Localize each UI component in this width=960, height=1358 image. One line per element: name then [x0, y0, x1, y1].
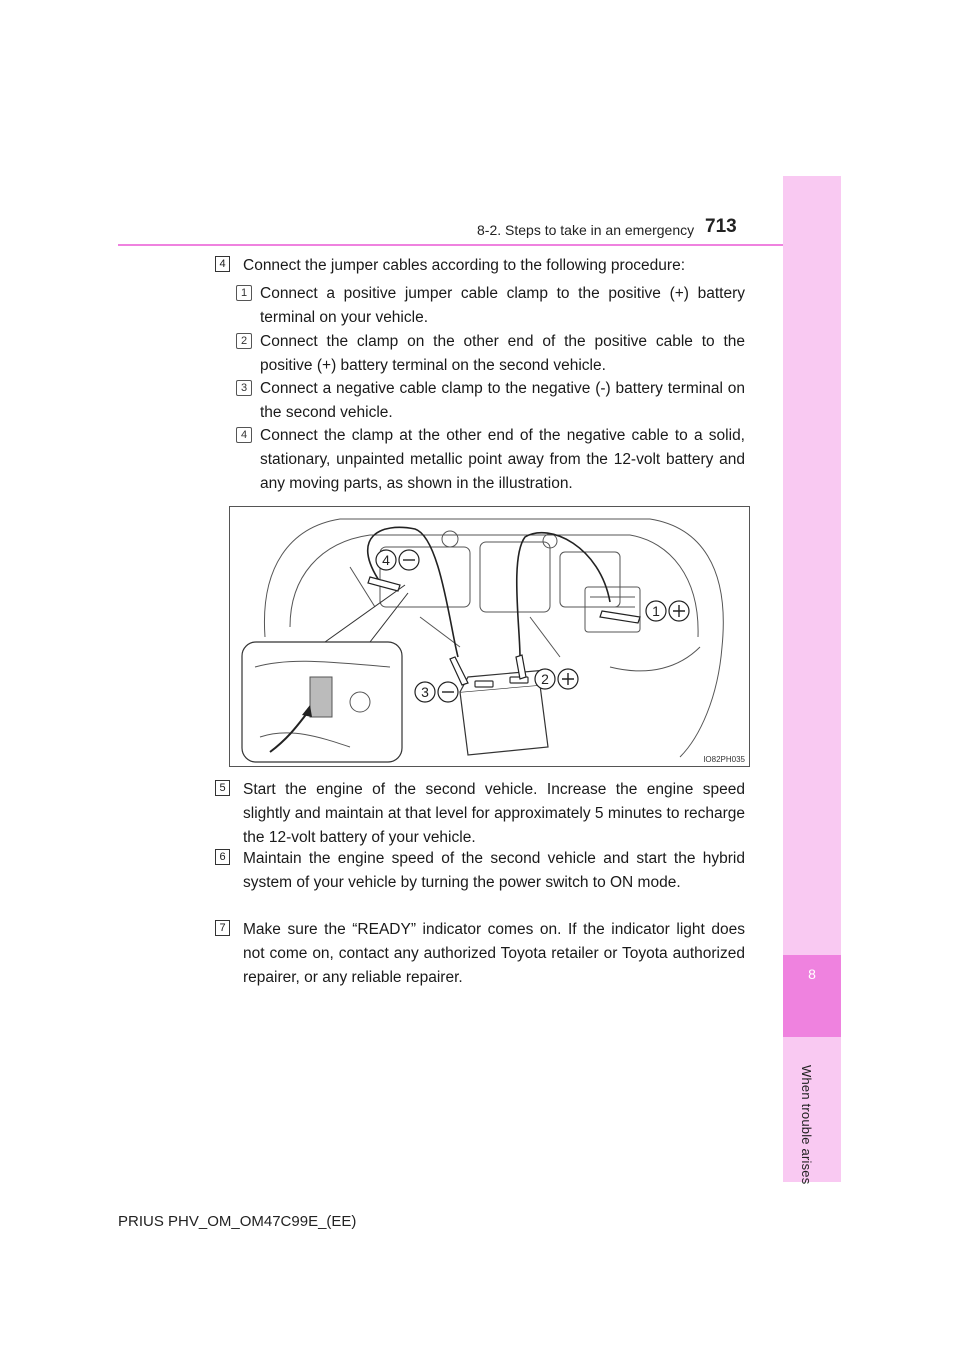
step-number-badge: 6 — [215, 849, 230, 865]
substep-text: Connect a negative cable clamp to the negative (-) battery terminal on the second vehicle. — [260, 380, 745, 421]
reservoir-cap — [442, 531, 458, 547]
chapter-title: When trouble arises — [799, 1065, 814, 1185]
substep-number: 2 — [236, 333, 252, 349]
step-number-badge: 5 — [215, 780, 230, 796]
second-battery — [460, 685, 548, 755]
illustration-code: IO82PH035 — [703, 755, 745, 764]
substep-number: 1 — [236, 285, 252, 301]
substep-text: Connect the clamp at the other end of the negative cable to a solid, stationary, unpainted metallic point away from the 12-volt battery and any moving parts, as shown in the illustration. — [260, 427, 745, 492]
substep-text: Connect the clamp on the other end of the positive cable to the positive (+) battery terminal on the second vehicle. — [260, 333, 745, 374]
step-4 — [215, 254, 745, 278]
engine-cover — [480, 542, 550, 612]
step-number-badge: 4 — [215, 256, 230, 272]
step-text: Maintain the engine speed of the second vehicle and start the hybrid system of your vehicle by turning the power switch to ON mode. — [243, 850, 745, 891]
jumper-cable-illustration — [229, 506, 750, 767]
document-id: PRIUS PHV_OM_OM47C99E_(EE) — [118, 1213, 357, 1230]
step-5 — [215, 778, 745, 850]
substep-4 — [236, 424, 745, 496]
substep-number: 4 — [236, 427, 252, 443]
callout-1-label: 1 — [652, 603, 660, 619]
substep-text: Connect a positive jumper cable clamp to the positive (+) battery terminal on your vehicle. — [260, 285, 745, 326]
clamp-3 — [450, 657, 468, 685]
step-text: Start the engine of the second vehicle. Increase the engine speed slightly and maintain at that level for approximately 5 minutes to recharge the 12-volt battery of your vehicle. — [243, 781, 745, 846]
substep-3 — [236, 377, 745, 425]
vehicle-battery — [585, 587, 640, 632]
clamp-1 — [600, 611, 640, 623]
section-title: 8-2. Steps to take in an emergency — [477, 222, 695, 238]
engine-bay-drawing — [230, 507, 749, 766]
substep-2 — [236, 330, 745, 378]
callout-4-label: 4 — [382, 552, 390, 568]
callout-2-label: 2 — [541, 671, 549, 687]
step-6 — [215, 847, 745, 895]
positive-cable — [517, 533, 610, 657]
chapter-number: 8 — [808, 966, 816, 982]
step-7 — [215, 918, 745, 990]
step-number-badge: 7 — [215, 920, 230, 936]
header-rule — [118, 244, 783, 246]
callout-3-label: 3 — [421, 684, 429, 700]
step-text: Make sure the “READY” indicator comes on. If the indicator light does not come on, contact any authorized Toyota retailer or Toyota authorized repairer, or any reliable repairer. — [243, 921, 745, 986]
step-text: Connect the jumper cables according to the following procedure: — [243, 257, 686, 274]
fuse-box — [560, 552, 620, 607]
page-number: 713 — [705, 216, 737, 237]
clamp-4 — [368, 577, 400, 591]
inset-detail — [242, 585, 408, 762]
substep-number: 3 — [236, 380, 252, 396]
substep-1 — [236, 282, 745, 330]
